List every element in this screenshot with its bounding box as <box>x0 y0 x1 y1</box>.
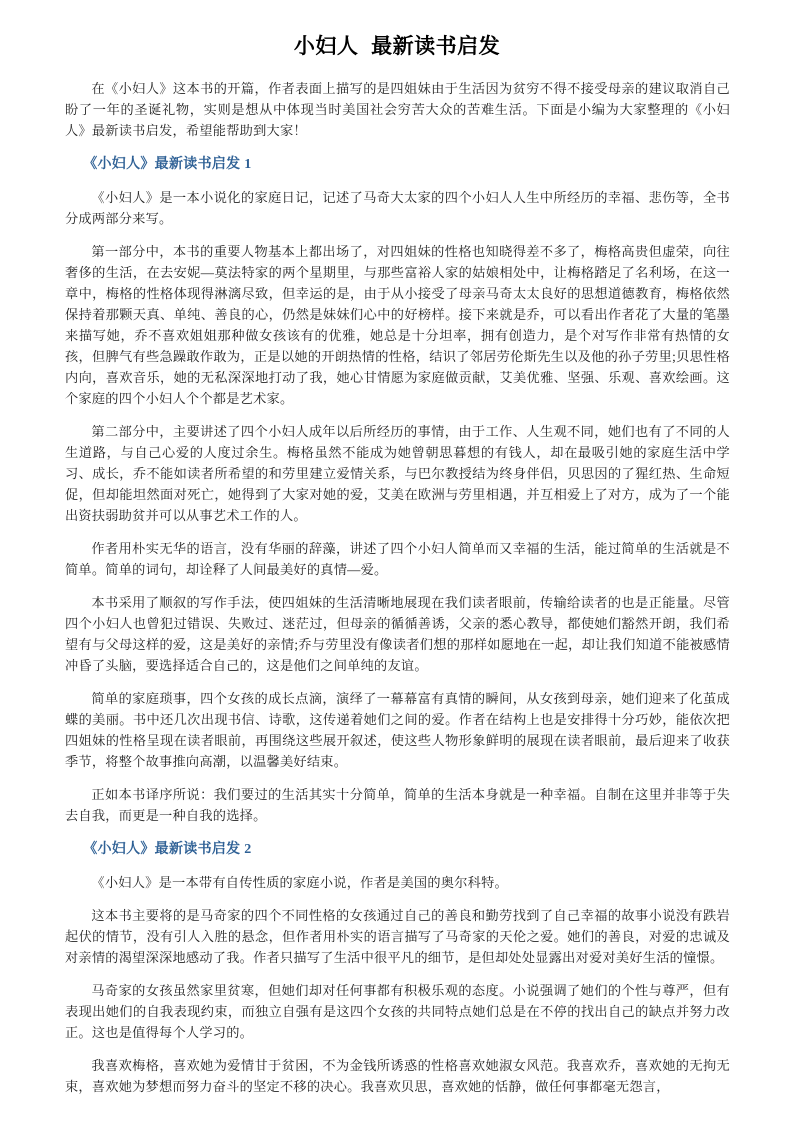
intro-paragraph: 在《小妇人》这本书的开篇，作者表面上描写的是四姐妹由于生活因为贫穷不得不接受母亲的建议取消自己盼了一年的圣诞礼物，实则是想从中体现当时美国社会穷苦大众的苦难生活。下面是小编为大家整理的《小妇人》最新读书启发，希望能帮助到大家！ <box>65 81 730 139</box>
page-title: 小妇人 最新读书启发 <box>293 35 501 58</box>
section-1-paragraph-7: 正如本书译序所说：我们要过的生活其实十分简单，简单的生活本身就是一种幸福。自制在这里并非等于失去自我，而更是一种自我的选择。 <box>65 787 730 824</box>
document-body <box>0 78 794 1097</box>
section-1-paragraph-6: 简单的家庭琐事，四个女孩的成长点滴，演绎了一幕幕富有真情的瞬间，从女孩到母亲，她们迎来了化茧成蝶的美丽。书中还几次出现书信、诗歌，这传递着她们之间的爱。作者在结构上也是安排得十分巧妙，能依次把四姐妹的性格呈现在读者眼前，再围绕这些展开叙述，使这些人物形象鲜明的展现在读者眼前，最后迎来了收获季节，将整个故事推向高潮，以温馨美好结束。 <box>65 691 730 770</box>
section-2-paragraph-1: 《小妇人》是一本带有自传性质的家庭小说，作者是美国的奥尔科特。 <box>91 875 508 891</box>
section-2-paragraph-3: 马奇家的女孩虽然家里贫寒，但她们却对任何事都有积极乐观的态度。小说强调了她们的个性与尊严，但有表现出她们的自我表现约束，而独立自强有是这四个女孩的共同特点她们总是在不停的找出自己的缺点并努力改正。这也是值得每个人学习的。 <box>65 983 730 1041</box>
section-2-paragraph-2: 这本书主要将的是马奇家的四个不同性格的女孩通过自己的善良和勤劳找到了自己幸福的故事小说没有跌岩起伏的情节，没有引人入胜的悬念，但作者用朴实的语言描写了马奇家的天伦之爱。她们的善良，对爱的忠诚及对亲情的渴望深深地感动了我。作者只描写了生活中很平凡的细节，是但却处处显露出对爱对美好生活的憧憬。 <box>65 908 730 966</box>
section-1-paragraph-3: 第二部分中，主要讲述了四个小妇人成年以后所经历的事情，由于工作、人生观不同，她们也有了不同的人生道路，与自己心爱的人度过余生。梅格虽然不能成为她曾朝思暮想的有钱人，却在最吸引她的家庭生活中学习、成长，乔不能如读者所希望的和劳里建立爱情关系，与巴尔教授结为终身伴侣，贝思因的了猩红热、生命短促，但却能坦然面对死亡，她得到了大家对她的爱，艾美在欧洲与劳里相遇，并互相爱上了对方，成为了一个能出资扶弱助贫并可以从事艺术工作的人。 <box>65 424 730 524</box>
section-1-paragraph-4: 作者用朴实无华的语言，没有华丽的辞藻，讲述了四个小妇人简单而又幸福的生活，能过简单的生活就是不简单。简单的词句，却诠释了人间最美好的真情—爱。 <box>65 541 730 578</box>
section-heading-2: 《小妇人》最新读书启发 2 <box>83 842 252 858</box>
section-heading-1: 《小妇人》最新读书启发 1 <box>83 157 252 173</box>
section-1-paragraph-1: 《小妇人》是一本小说化的家庭日记，记述了马奇大太家的四个小妇人人生中所经历的幸福、悲伤等，全书分成两部分来写。 <box>65 190 730 227</box>
section-1-paragraph-2: 第一部分中，本书的重要人物基本上都出场了，对四姐妹的性格也知晓得差不多了，梅格高贵但虚荣，向往奢侈的生活，在去安妮—莫法特家的两个星期里，与那些富裕人家的姑娘相处中，让梅格踏足了名利场，在这一章中，梅格的性格体现得淋漓尽致，但幸运的是，由于从小接受了母亲马奇太太良好的思想道德教育，梅格依然保持着那颗天真、单纯、善良的心，仍然是妹妹们心中的好榜样。接下来就是乔，可以看出作者花了大量的笔墨来描写她，乔不喜欢姐姐那种做女孩该有的优雅，她总是十分坦率，拥有创造力，是个对写作非常有热情的女孩，但脾气有些急躁敢作敢为，正是以她的开朗热情的性格，结识了邻居劳伦斯先生以及他的孙子劳里;贝思性格内向，喜欢音乐，她的无私深深地打动了我，她心甘情愿为家庭做贡献，艾美优雅、坚强、乐观、喜欢绘画。这个家庭的四个小妇人个个都是艺术家。 <box>65 244 730 407</box>
section-1-paragraph-5: 本书采用了顺叙的写作手法，使四姐妹的生活清晰地展现在我们读者眼前，传输给读者的也是正能量。尽管四个小妇人也曾犯过错误、失败过、迷茫过，但母亲的循循善诱，父亲的悉心教导，都使她们豁然开朗，我们希望有与父母这样的爱，这是美好的亲情;乔与劳里没有像读者们想的那样如愿地在一起，却让我们知道不能被感情冲昏了头脑，要选择适合自己的，这是他们之间单纯的友谊。 <box>65 595 730 674</box>
section-2-paragraph-4: 我喜欢梅格，喜欢她为爱情甘于贫困，不为金钱所诱惑的性格喜欢她淑女风范。我喜欢乔，喜欢她的无拘无束，喜欢她为梦想而努力奋斗的坚定不移的决心。我喜欢贝思，喜欢她的恬静，做任何事都毫无怨言， <box>65 1058 730 1095</box>
